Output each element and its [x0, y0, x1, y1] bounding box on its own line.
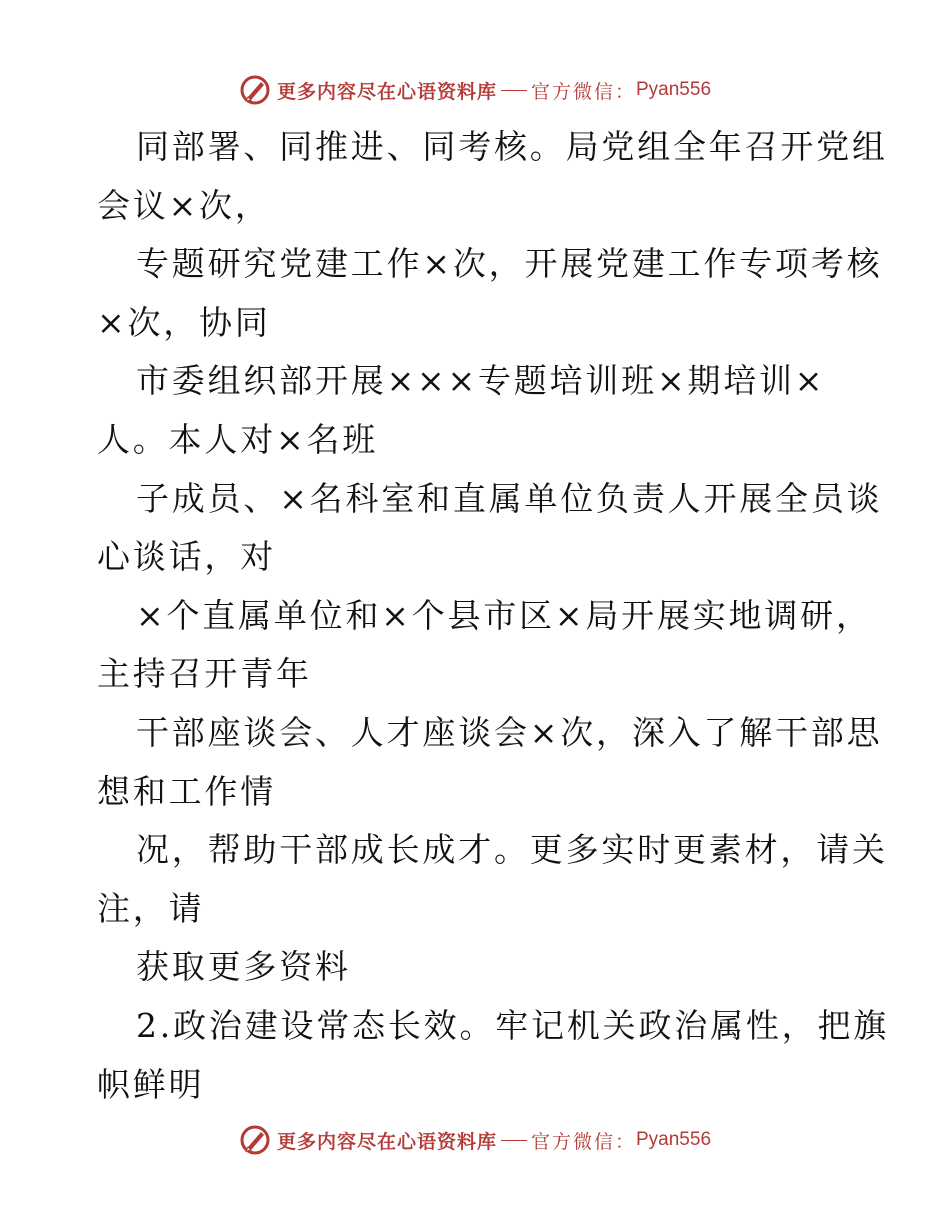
text-line: 专题研究党建工作×次，开展党建工作专项考核: [136, 244, 883, 284]
text-line: 主持召开青年: [97, 654, 312, 694]
banner-wechat-label: 官方微信：: [530, 80, 636, 103]
text-line: 会议×次，: [97, 185, 271, 225]
banner-wechat-id: Pyan556: [636, 1129, 712, 1150]
banner-text: 更多内容尽在心语资料库: [276, 80, 497, 103]
banner-text: 更多内容尽在心语资料库: [276, 1130, 497, 1153]
footer-banner: [0, 1120, 950, 1160]
banner-wechat-id: Pyan556: [636, 79, 712, 100]
text-line: 况，帮助干部成长成才。更多实时更素材，请关: [136, 830, 888, 870]
text-line: 干部座谈会、人才座谈会×次，深入了解干部思: [136, 712, 883, 752]
text-line: 2.政治建设常态长效。牢记机关政治属性，把旗: [136, 1005, 890, 1045]
text-line: ×次，协同: [97, 302, 271, 342]
text-line: ×个直属单位和×个县市区×局开展实地调研，: [136, 595, 872, 635]
text-line: 子成员、×名科室和直属单位负责人开展全员谈: [136, 478, 883, 518]
text-line: 获取更多资料: [136, 947, 351, 987]
text-line: 帜鲜明: [97, 1064, 205, 1104]
banner-dash: [501, 90, 527, 91]
banner-wechat-label: 官方微信：: [530, 1130, 636, 1153]
text-line: 心谈话，对: [97, 537, 276, 577]
banner-dash: [501, 1140, 527, 1141]
text-line: 注，请: [97, 888, 205, 928]
pen-logo-icon: [239, 74, 271, 106]
header-banner: [0, 70, 950, 110]
text-line: 人。本人对×名班: [97, 419, 379, 459]
text-line: 同部署、同推进、同考核。局党组全年召开党组: [136, 127, 888, 166]
document-body: [97, 118, 890, 1114]
text-line: 想和工作情: [97, 771, 276, 811]
text-line: 市委组织部开展×××专题培训班×期培训×: [136, 361, 826, 401]
pen-logo-icon: [239, 1124, 271, 1156]
